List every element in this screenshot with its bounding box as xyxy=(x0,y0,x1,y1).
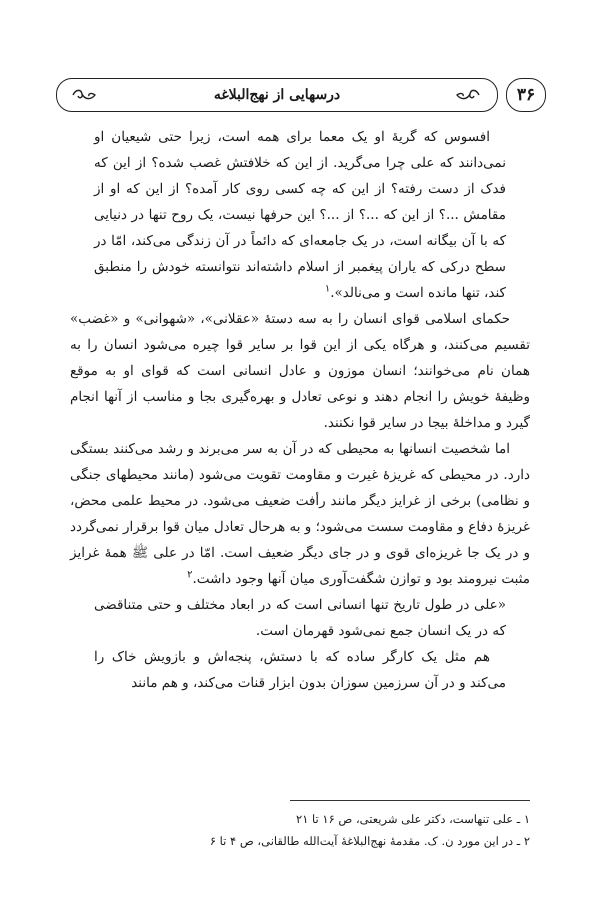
swirl-ornament-icon xyxy=(71,86,97,104)
running-title: درسهایی از نهج‌البلاغه xyxy=(213,87,341,103)
quote-paragraph: هم مثل یک کارگر ساده که با دستش، پنجه‌اش و بازویش خاک را می‌کند و در آن سرزمین سوزان بدون ابزار قنات می‌کند، و هم مانند xyxy=(94,649,506,691)
quote-text: افسوس که گریهٔ او یک معما برای همه است، زیرا حتی شیعیان او نمی‌دانند که علی چرا می‌گرید. از این که خلافتش غصب شده؟ از این که فدک از دست رفته؟ از این که چه کسی روی کار آمده؟ از این که او از مقامش ...؟ از این که ...؟ از ...؟ این حرفها نیست، یک روح تنها در دنیایی که با آن بیگانه است، در یک جامعه‌ای که دائماً در آن زندگی می‌کند، امّا در سطح درکی که یاران پیغمبر از اسلام داشته‌اند نتوانسته خودش را منطبق کند، تنها مانده است و می‌نالد». xyxy=(94,129,506,301)
quote-paragraph xyxy=(94,124,506,306)
footnote-ref: ۲ xyxy=(187,569,193,581)
footnote-ref: ۱ xyxy=(324,283,331,295)
footnote-divider xyxy=(290,800,530,801)
footnotes xyxy=(70,808,530,852)
body-paragraph: حکمای اسلامی قوای انسان را به سه دستهٔ «عقلانی»، «شهوانی» و «غضب» تقسیم می‌کنند، و هرگاه یکی از این قوا بر سایر قوا چیره می‌شود انسان را به همان نام می‌خوانند؛ انسان موزون و عادل انسانی است که قوای او به موقع وظیفهٔ خویش را انجام دهند و نوعی تعادل و بهره‌گیری بجا و مناسب از آنها انجام گیرد و مداخلهٔ بیجا در سایر قوا نکنند. xyxy=(70,311,530,431)
main-text xyxy=(70,124,530,696)
page-number: ۳۶ xyxy=(506,78,546,112)
quote-paragraph: «علی در طول تاریخ تنها انسانی است که در ابعاد مختلف و حتی متناقضی که در یک انسان جمع نمی‌شود قهرمان است. xyxy=(94,597,506,639)
footnote: ۱ ـ علی تنهاست، دکتر علی شریعتی، ص ۱۶ تا ۲۱ xyxy=(296,812,530,826)
footnote: ۲ ـ در این مورد ن. ک. مقدمهٔ نهج‌البلاغهٔ آیت‌الله طالقانی، ص ۴ تا ۶ xyxy=(209,834,530,848)
swirl-ornament-icon xyxy=(455,86,481,104)
title-frame xyxy=(56,78,498,112)
body-text: اما شخصیت انسانها به محیطی که در آن به سر می‌برند و رشد می‌کنند بستگی دارد. در محیطی که غریزهٔ غیرت و مقاومت تقویت می‌شود (مانند محیطهای جنگی و نظامی) برخی از غرایز دیگر مانند رأفت ضعیف می‌شود. در محیط علمی محض، غریزهٔ دفاع و مقاومت سست می‌شود؛ و به هرحال تعادل میان قوا برقرار نمی‌گردد و در یک جا غریزه‌ای قوی و در جای دیگر ضعیف است. امّا در علی ﷺ همهٔ غرایز مثبت نیرومند بود و توازن شگفت‌آوری میان آنها وجود داشت. xyxy=(70,441,530,587)
page-header xyxy=(56,78,546,114)
body-paragraph xyxy=(70,436,530,592)
